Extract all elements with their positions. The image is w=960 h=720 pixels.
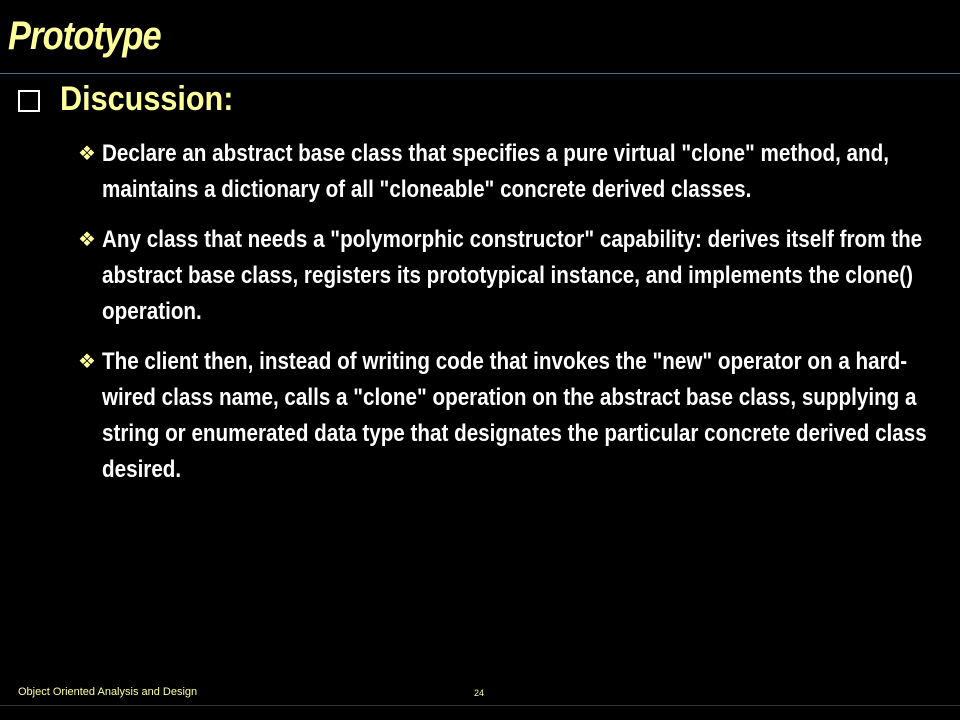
diamond-bullet-icon: ❖ (78, 143, 96, 165)
slide-title: Prototype (8, 14, 161, 58)
footer-course-title: Object Oriented Analysis and Design (18, 686, 198, 698)
diamond-bullet-icon: ❖ (78, 229, 96, 251)
list-item (78, 222, 938, 330)
section-heading (18, 80, 253, 119)
bullet-text: Any class that needs a "polymorphic constructor" capability: derives itself from the abstract base class, registers its prototypical instance, and implements the clone() operation. (102, 226, 923, 325)
title-divider (0, 73, 960, 74)
bullet-text: The client then, instead of writing code that invokes the "new" operator on a hard-wired class name, calls a "clone" operation on the abstract base class, supplying a string or enumerated data type that designates the particular concrete derived class desired. (102, 348, 927, 483)
bullet-list (78, 136, 938, 502)
checkbox-bullet-icon (18, 90, 40, 112)
bullet-text: Declare an abstract base class that specifies a pure virtual "clone" method, and, maintains a dictionary of all "cloneable" concrete derived classes. (102, 140, 889, 203)
list-item (78, 136, 938, 208)
diamond-bullet-icon: ❖ (78, 351, 96, 373)
footer-divider (0, 705, 960, 706)
page-number: 24 (474, 688, 485, 698)
section-heading-label: Discussion: (60, 80, 234, 118)
list-item (78, 344, 938, 488)
